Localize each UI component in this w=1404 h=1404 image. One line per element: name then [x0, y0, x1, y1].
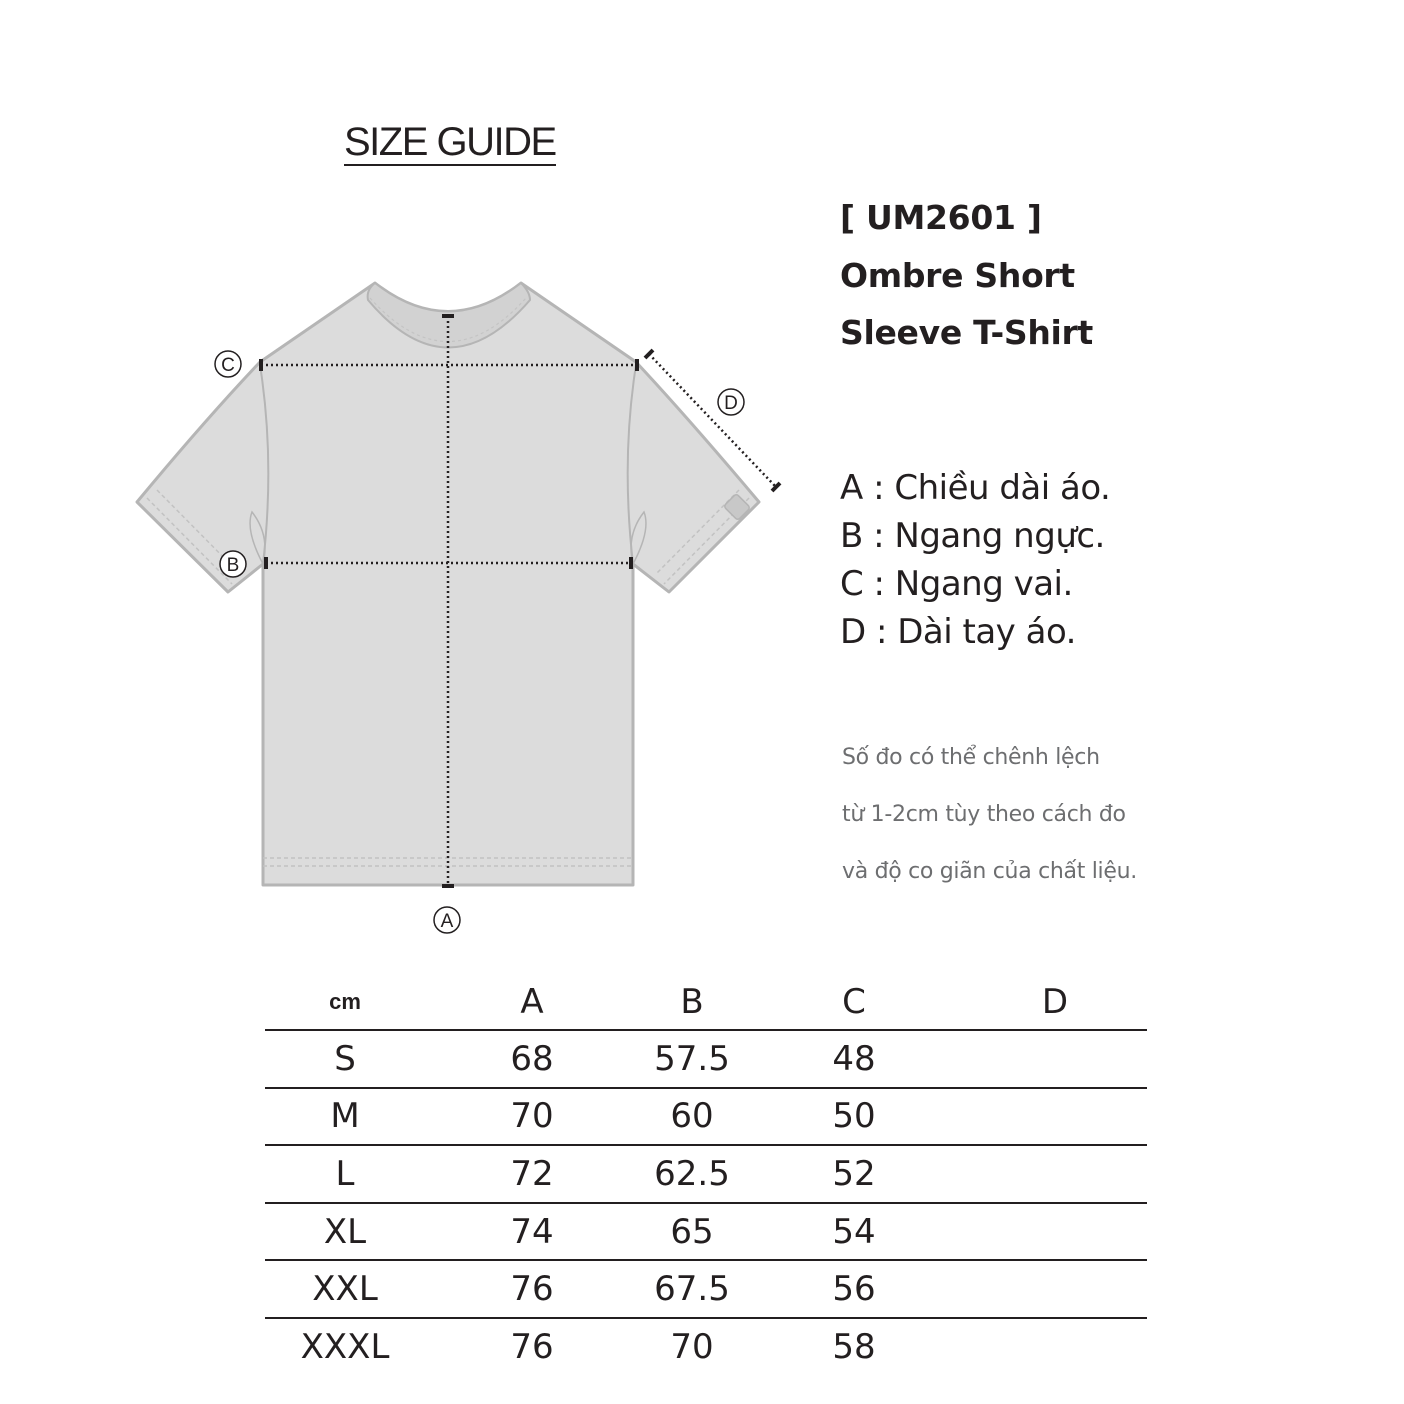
label-b-marker — [220, 551, 246, 577]
value-cell-a: 70 — [425, 1088, 639, 1146]
product-name-line1: Ombre Short — [840, 256, 1075, 295]
label-b: B — [226, 555, 240, 576]
value-cell-a: 68 — [425, 1030, 639, 1088]
table-row — [265, 1260, 1147, 1318]
page-title: SIZE GUIDE — [344, 120, 556, 164]
label-a-marker — [434, 907, 460, 933]
value-cell-c: 50 — [745, 1088, 963, 1146]
value-cell-a: 72 — [425, 1145, 639, 1203]
value-cell-b: 67.5 — [639, 1260, 745, 1318]
label-c-marker — [215, 351, 241, 377]
label-d-marker — [718, 389, 744, 415]
measure-tick — [772, 483, 780, 491]
value-cell-c: 52 — [745, 1145, 963, 1203]
value-cell-d — [963, 1203, 1147, 1261]
value-cell-b: 57.5 — [639, 1030, 745, 1088]
value-cell-a: 74 — [425, 1203, 639, 1261]
table-row — [265, 1088, 1147, 1146]
table-row — [265, 1203, 1147, 1261]
label-a: A — [440, 911, 454, 932]
value-cell-b: 65 — [639, 1203, 745, 1261]
value-cell-d — [963, 1260, 1147, 1318]
value-cell-c: 54 — [745, 1203, 963, 1261]
value-cell-c: 48 — [745, 1030, 963, 1088]
value-cell-a: 76 — [425, 1260, 639, 1318]
size-cell: S — [265, 1030, 425, 1088]
note-line-3: và độ co giãn của chất liệu. — [842, 859, 1137, 884]
size-table — [265, 975, 1147, 1375]
table-row — [265, 1030, 1147, 1088]
value-cell-c: 56 — [745, 1260, 963, 1318]
measure-tick — [645, 350, 653, 358]
table-header-c: C — [745, 975, 963, 1030]
table-header-d: D — [963, 975, 1147, 1030]
value-cell-b: 60 — [639, 1088, 745, 1146]
value-cell-b: 70 — [670, 1326, 714, 1367]
size-cell: XL — [265, 1203, 425, 1261]
value-cell-c: 58 — [832, 1326, 876, 1367]
product-code: [ UM2601 ] — [840, 198, 1042, 237]
value-cell-d — [963, 1030, 1147, 1088]
table-header-b: B — [639, 975, 745, 1030]
table-header-row — [265, 975, 1147, 1030]
size-cell: XXXL — [300, 1326, 390, 1367]
value-cell-d — [963, 1088, 1147, 1146]
legend-a: A : Chiều dài áo. — [840, 468, 1111, 508]
value-cell-d — [963, 1318, 1147, 1375]
size-cell: L — [265, 1145, 425, 1203]
table-row — [265, 1318, 1147, 1375]
value-cell-a: 76 — [510, 1326, 554, 1367]
table-header-a: A — [425, 975, 639, 1030]
table-row — [265, 1145, 1147, 1203]
note-line-2: từ 1-2cm tùy theo cách đo — [842, 802, 1126, 827]
size-cell: M — [265, 1088, 425, 1146]
size-cell: XXL — [265, 1260, 425, 1318]
table-header-unit: cm — [265, 975, 425, 1030]
legend-d: D : Dài tay áo. — [840, 612, 1076, 652]
legend-c: C : Ngang vai. — [840, 564, 1073, 604]
label-d: D — [724, 393, 738, 414]
value-cell-d — [963, 1145, 1147, 1203]
note-line-1: Số đo có thể chênh lệch — [842, 745, 1100, 770]
value-cell-b: 62.5 — [639, 1145, 745, 1203]
label-c: C — [221, 355, 235, 376]
product-name-line2: Sleeve T-Shirt — [840, 313, 1094, 352]
legend-b: B : Ngang ngực. — [840, 516, 1105, 556]
